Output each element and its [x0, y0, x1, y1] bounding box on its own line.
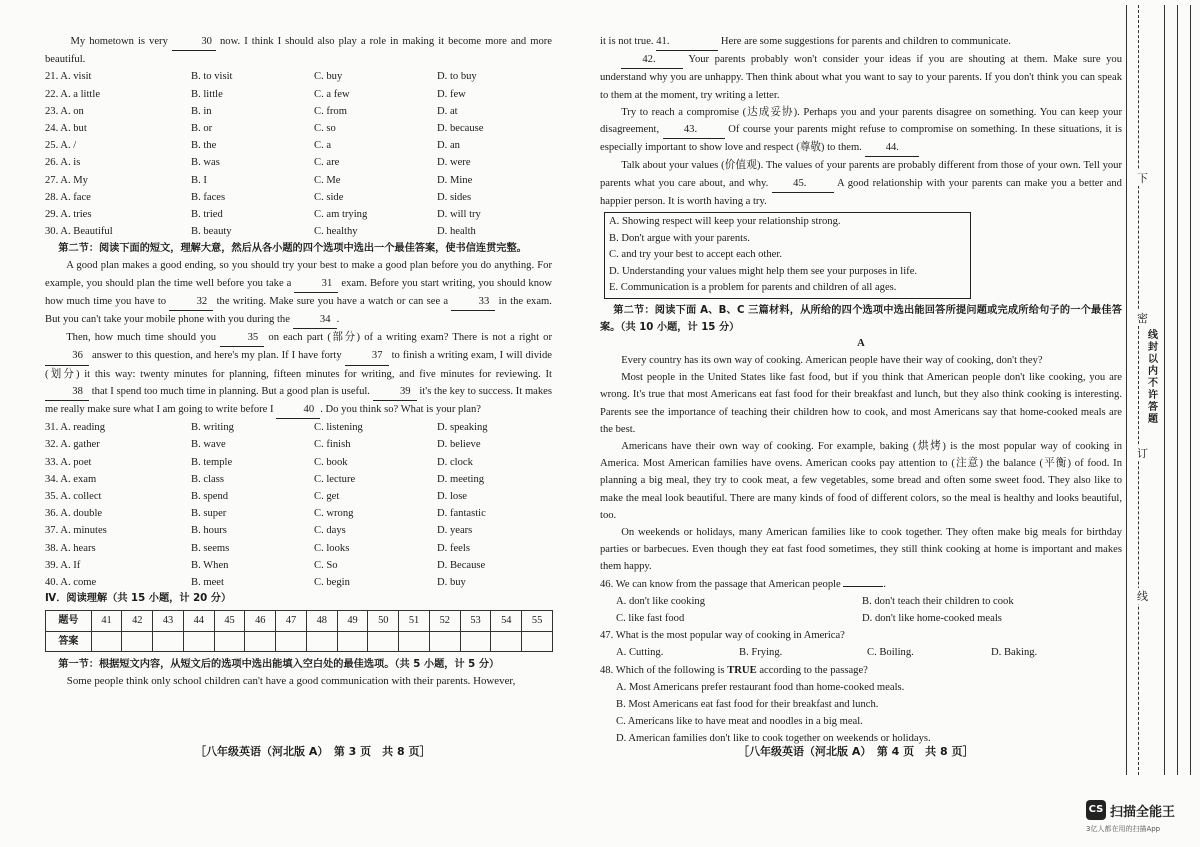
option: C. looks [314, 542, 350, 554]
option: C. wrong [314, 508, 354, 520]
option: B. tried [191, 209, 223, 221]
question-48: 48. Which of the following is TRUE according to the passage? [600, 664, 868, 676]
questions-31-40 [45, 419, 552, 591]
table-cell-number: 49 [337, 611, 368, 631]
option-box-item: B. Don't argue with your parents. [609, 232, 750, 244]
option: C. from [314, 105, 347, 117]
option: D. meeting [437, 473, 485, 485]
option: C. are [314, 157, 340, 169]
option: A. Cutting. [616, 647, 664, 659]
table-cell-answer[interactable] [368, 631, 399, 651]
option: D. an [437, 140, 460, 152]
option: C. book [314, 456, 348, 468]
option: 25. A. / [45, 140, 77, 152]
table-cell-answer[interactable] [183, 631, 214, 651]
table-cell-answer[interactable] [153, 631, 184, 651]
table-cell-answer[interactable] [91, 631, 122, 651]
passage-a-paragraph-4: On weekends or holidays, many American families like to cook together. They often make big meals for birthday parties or barbecues. Even though they eat fast food sometimes, they still think cooking at home is important and makes them happy. [600, 527, 1122, 573]
blank-41: 41. [656, 33, 718, 51]
option: B. Most Americans eat fast food for their breakfast and lunch. [616, 699, 879, 711]
part4-heading: Ⅳ．阅读理解（共 15 小题，计 20 分） [45, 593, 232, 605]
blank-36: 36 [45, 347, 89, 365]
blank-42: 42. [621, 51, 683, 69]
option: C. a [314, 140, 332, 152]
cs-logo-icon: CS [1086, 800, 1106, 820]
passage-b-paragraph-3: Talk about your values (价值观). The values of your parents are probably different from those of your own. Tell your parents what you care about, and why. 45. A good relationship with your parents can make you a better and happier person. It is worth having a try. [600, 160, 1122, 207]
option: B. spend [191, 491, 229, 503]
table-cell-answer[interactable] [429, 631, 460, 651]
option: 32. A. gather [45, 439, 100, 451]
table-cell-answer[interactable] [245, 631, 276, 651]
left.q21_30-row [45, 137, 552, 154]
table-cell-number: 47 [276, 611, 307, 631]
table-cell-number: 54 [491, 611, 522, 631]
blank-31: 31 [294, 275, 338, 293]
table-cell-number: 43 [153, 611, 184, 631]
option: D. years [437, 525, 473, 537]
table-cell-answer[interactable] [306, 631, 337, 651]
binding-mark-ding: 订 [1137, 447, 1148, 460]
section2-heading: 第二节：阅读下面的短文，理解大意，然后从各小题的四个选项中选出一个最佳答案，使书信连贯完整。 [58, 243, 527, 255]
option: C. buy [314, 71, 343, 83]
option: B. meet [191, 577, 224, 589]
blank-39: 39 [373, 383, 417, 401]
logo-tagline: 3亿人都在用的扫描App [1086, 825, 1161, 833]
option: B. I [191, 174, 207, 186]
option: D. because [437, 123, 484, 135]
option: 37. A. minutes [45, 525, 107, 537]
option: C. Americans like to have meat and noodles in a big meal. [616, 716, 863, 728]
table-cell-number: 52 [429, 611, 460, 631]
option: 28. A. face [45, 191, 91, 203]
left.q31_40-row [45, 557, 552, 574]
option: B. little [191, 88, 223, 100]
table-cell-number: 41 [91, 611, 122, 631]
blank-44: 44. [865, 139, 919, 157]
option: 38. A. hears [45, 542, 96, 554]
blank-35: 35 [220, 329, 264, 347]
table-cell-number: 46 [245, 611, 276, 631]
passage-paragraph-2: Then, how much time should you 35 on each part (部分) of a writing exam? There is not a right or 36 answer to this question, and here's my plan. If I have forty 37 to finish a writing exam, I will divide (划分) it this way: twenty minutes for planning, fifteen minutes for writing, and five minutes for reviewing. It 38 that I spend too much time in planning. But a good plan is useful. 39 it's the key to success. It makes me really make sure what I am going to write before I 40 . Do you think so? What is your plan? [45, 329, 552, 419]
table-cell-answer[interactable] [122, 631, 153, 651]
table-cell-answer[interactable] [276, 631, 307, 651]
passage-b-first-line: Some people think only school children can't have a good communication with their parents. However, [66, 674, 516, 687]
passage-b-paragraph-2: Try to reach a compromise (达成妥协). Perhaps you and your parents disagree on something. You can keep your disagreement, 43. Of course your parents might refuse to compromise on something. In these situations, it is especially important to show love and respect (尊敬) to them. 44. [600, 104, 1122, 158]
option: B. seems [191, 542, 230, 554]
section2-heading-right: 第二节：阅读下面 A、B、C 三篇材料，从所给的四个选项中选出能回答所提问题或完成所给句子的一个最佳答案。（共 10 小题，计 15 分） [600, 305, 1122, 333]
table-cell-number: 42 [122, 611, 153, 631]
left.q31_40-row [45, 454, 552, 471]
left.q31_40-row [45, 419, 552, 436]
option: B. wave [191, 439, 226, 451]
option: C. so [314, 123, 336, 135]
option: D. at [437, 105, 458, 117]
blank-40: 40 [276, 401, 320, 419]
option: C. begin [314, 577, 350, 589]
table-cell-answer[interactable] [522, 631, 553, 651]
option: D. few [437, 88, 466, 100]
blank-32: 32 [169, 293, 213, 311]
question-47-options [600, 644, 1122, 661]
blank-30: 30 [172, 33, 216, 51]
option: B. super [191, 508, 227, 520]
option: D. Because [437, 559, 486, 571]
option: 35. A. collect [45, 491, 102, 503]
option: A. don't like cooking [616, 595, 706, 607]
option: C. a few [314, 88, 350, 100]
table-cell-number: 45 [214, 611, 245, 631]
binding-mark-line: 线 [1137, 590, 1148, 603]
option: D. believe [437, 439, 481, 451]
option: B. When [191, 559, 229, 571]
option: D. lose [437, 491, 468, 503]
left.q31_40-row [45, 522, 552, 539]
table-row-label-number: 题号 [46, 611, 92, 631]
question-48-options [600, 679, 1122, 748]
table-cell-answer[interactable] [460, 631, 491, 651]
binding-notice: 线封以内不许答题 [1148, 330, 1164, 426]
passage-a-label: A [857, 338, 865, 349]
table-cell-number: 44 [183, 611, 214, 631]
question-46: 46. We can know from the passage that American people . [600, 578, 887, 590]
question-47: 47. What is the most popular way of cooking in America? [600, 630, 845, 642]
table-cell-number: 55 [522, 611, 553, 631]
left.q21_30-row [45, 86, 552, 103]
passage-a-paragraph-2: Most people in the United States like fast food, but if you think that American people don't like cooking, you are wrong. It's true that most Americans eat fast food for their breakfast and lunch, but they also think cooking is interesting. Parents see the importance of teaching their children how to cook, and most Americans say that home-cooked meals are the best. [600, 372, 1122, 435]
blank-33: 33 [451, 293, 495, 311]
option: B. don't teach their children to cook [862, 595, 1014, 607]
option: 40. A. come [45, 577, 97, 589]
option: 27. A. My [45, 174, 88, 186]
option: C. side [314, 191, 344, 203]
option: 24. A. but [45, 123, 87, 135]
blank-34: 34 [293, 311, 337, 329]
option: 29. A. tries [45, 209, 92, 221]
binding-mark-seal: 密 [1137, 312, 1148, 325]
option: 22. A. a little [45, 88, 101, 100]
option: C. healthy [314, 226, 358, 238]
blank-38: 38 [45, 383, 89, 401]
option: D. feels [437, 542, 470, 554]
option-box-item: E. Communication is a problem for parents and children of all ages. [609, 282, 897, 294]
option: B. hours [191, 525, 227, 537]
left.q21_30-row [45, 223, 552, 240]
option: B. writing [191, 422, 234, 434]
question-46-options [600, 593, 1122, 627]
left.q31_40-row [45, 471, 552, 488]
option: A. Most Americans prefer restaurant food than home-cooked meals. [616, 681, 905, 693]
left.q21_30-row [45, 189, 552, 206]
option: C. Boiling. [867, 647, 914, 659]
option: B. faces [191, 191, 226, 203]
page-footer-left: ［八年级英语（河北版 A） 第 3 页 共 8 页］ [195, 745, 431, 758]
option: D. will try [437, 209, 481, 221]
option: D. American families don't like to cook together on weekends or holidays. [616, 733, 931, 745]
option: D. fantastic [437, 508, 486, 520]
passage-paragraph-1: A good plan makes a good ending, so you should try your best to make a good plan before you do anything. For example, you should plan the time well before you take a 31 exam. Before you start writing, you should know how much time you have to 32 the writing. Make sure you have a watch or can see a 33 in the exam. But you can't take your mobile phone with you during the 34 . [45, 257, 552, 329]
blank-45: 45. [772, 175, 834, 193]
option-box-item: A. Showing respect will keep your relationship strong. [609, 216, 841, 228]
option: D. to buy [437, 71, 477, 83]
option: B. or [191, 123, 213, 135]
option-box-item: D. Understanding your values might help them see your purposes in life. [609, 265, 918, 277]
table-cell-number: 53 [460, 611, 491, 631]
passage-b-paragraph-1: 42. Your parents probably won't consider your ideas if you are shouting at them. Make sure you understand why you are unhappy. Then think about what you want to say to your parents. If you don't think you can speak to them at the moment, try writing a letter. [600, 51, 1122, 104]
left.q21_30-row [45, 68, 552, 85]
option: 34. A. exam [45, 473, 97, 485]
option: D. buy [437, 577, 466, 589]
option: D. speaking [437, 422, 488, 434]
left.q21_30-row [45, 103, 552, 120]
section1-heading: 第一节：根据短文内容，从短文后的选项中选出能填入空白处的最佳选项。（共 5 小题，计 5 分） [58, 658, 500, 670]
left.q31_40-row [45, 488, 552, 505]
page-footer-right: ［八年级英语（河北版 A） 第 4 页 共 8 页］ [738, 745, 974, 758]
scanner-logo [1086, 800, 1190, 840]
option: 23. A. on [45, 105, 84, 117]
option: C. am trying [314, 209, 368, 221]
option: B. the [191, 140, 217, 152]
left.q21_30-row [45, 154, 552, 171]
option: B. class [191, 473, 224, 485]
option-box-item: C. and try your best to accept each other. [609, 249, 782, 261]
option: C. So [314, 559, 338, 571]
option: C. listening [314, 422, 363, 434]
logo-name: 扫描全能王 [1110, 805, 1176, 820]
option: B. temple [191, 456, 233, 468]
passage-a-paragraph-1: Every country has its own way of cooking. American people have their way of cooking, don't they? [621, 355, 1043, 366]
table-cell-answer[interactable] [337, 631, 368, 651]
option: C. like fast food [616, 613, 685, 625]
option: B. in [191, 105, 212, 117]
option: D. health [437, 226, 476, 238]
table-cell-number: 50 [368, 611, 399, 631]
blank-43: 43. [663, 121, 725, 139]
option: 39. A. If [45, 559, 81, 571]
passage-intro: My hometown is very 30 now. I think I should also play a role in making it become more and more beautiful. [45, 33, 552, 68]
option: B. to visit [191, 71, 233, 83]
option: B. was [191, 157, 220, 169]
table-cell-answer[interactable] [214, 631, 245, 651]
table-cell-answer[interactable] [399, 631, 430, 651]
option: 26. A. is [45, 157, 81, 169]
option: C. Me [314, 174, 341, 186]
option: C. lecture [314, 473, 356, 485]
option: D. clock [437, 456, 473, 468]
left-page [45, 0, 552, 690]
option: 21. A. visit [45, 71, 92, 83]
option: D. were [437, 157, 471, 169]
left.q21_30-row [45, 120, 552, 137]
answer-table [45, 610, 553, 651]
questions-21-30 [45, 68, 552, 240]
option: C. finish [314, 439, 351, 451]
option: D. Baking. [991, 647, 1038, 659]
table-cell-number: 48 [306, 611, 337, 631]
option: 31. A. reading [45, 422, 106, 434]
table-cell-answer[interactable] [491, 631, 522, 651]
option: D. don't like home-cooked meals [862, 613, 1002, 625]
left.q21_30-row [45, 172, 552, 189]
option: 30. A. Beautiful [45, 226, 113, 238]
blank-46 [843, 586, 883, 587]
option: B. Frying. [739, 647, 783, 659]
option: C. days [314, 525, 346, 537]
passage-b-paragraph-0: it is not true. 41. Here are some suggestions for parents and children to communicate. [600, 33, 1122, 51]
option: D. Mine [437, 174, 473, 186]
options-box [604, 212, 971, 299]
table-row-label-answer: 答案 [46, 631, 92, 651]
left.q31_40-row [45, 505, 552, 522]
option: D. sides [437, 191, 472, 203]
binding-mark-top: 下 [1137, 172, 1148, 185]
left.q31_40-row [45, 436, 552, 453]
blank-37: 37 [345, 347, 389, 365]
right-page [600, 0, 1122, 748]
option: B. beauty [191, 226, 232, 238]
option: C. get [314, 491, 340, 503]
option: 36. A. double [45, 508, 103, 520]
left.q31_40-row [45, 540, 552, 557]
left.q31_40-row [45, 574, 552, 591]
table-cell-number: 51 [399, 611, 430, 631]
option: 33. A. poet [45, 456, 92, 468]
left.q21_30-row [45, 206, 552, 223]
passage-a-paragraph-3: Americans have their own way of cooking. For example, baking (烘烤) is the most popular way of cooking in America. Most American families have ovens. American cooks pay attention to (注意) the balance (平衡) of food. In planning a big meal, they try to cook meat, a few vegetables, some bread and often some sweet food. They also like to make the meal look beautiful. There are many kinds of food of different colors, so the meal is healthy and looks beautiful, too. [600, 441, 1122, 521]
